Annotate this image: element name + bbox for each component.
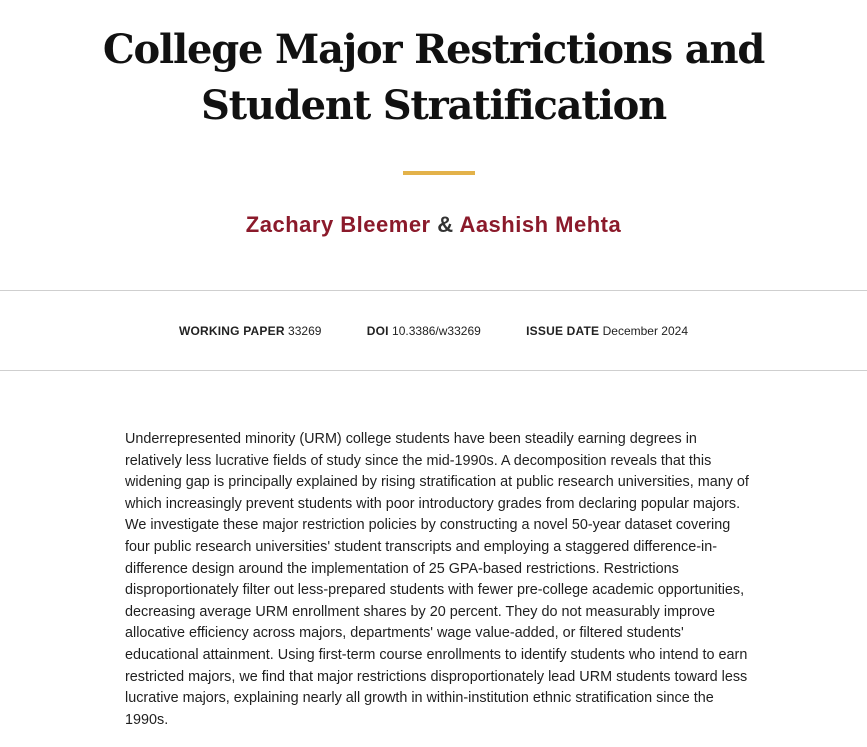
working-paper-meta [179, 324, 321, 338]
author-line [0, 210, 867, 240]
doi-meta [367, 324, 481, 338]
working-paper-label: WORKING PAPER [178, 324, 285, 338]
abstract-text: Underrepresented minority (URM) college students have been steadily earning degrees in relatively less lucrative fields of study since the mid-1990s. A decomposition reveals that this widening gap is principally explained by rising stratification at public research universities, many of which increasingly prevent students with poor introductory grades from declaring popular majors. We investigate these major restriction policies by constructing a novel 50-year dataset covering four public research universities' student transcripts and employing a staggered difference-in-difference design around the implementation of 25 GPA-based restrictions. Restrictions disproportionately filter out less-prepared students with fewer pre-college academic opportunities, decreasing average URM enrollment shares by 20 percent. They do not measurably improve allocative efficiency across majors, departments' wage value-added, or filtered students' educational attainment. Using first-term course enrollments to identify students who intend to earn restricted majors, we find that major restrictions disproportionately lead URM students toward less lucrative majors, explaining nearly all growth in within-institution ethnic stratification since the 1990s. [125, 431, 749, 728]
author-link-1[interactable]: Zachary Bleemer [245, 212, 431, 237]
paper-title: College Major Restrictions and Student Stratification [102, 26, 765, 129]
issue-date-label: ISSUE DATE [526, 324, 600, 338]
paper-metadata-row [0, 324, 867, 338]
issue-date-value: December 2024 [602, 324, 688, 338]
working-paper-number: 33269 [288, 324, 322, 338]
author-separator: & [437, 212, 454, 237]
doi-value[interactable]: 10.3386/w33269 [392, 324, 481, 338]
author-link-2[interactable]: Aashish Mehta [459, 212, 622, 237]
doi-label: DOI [366, 324, 389, 338]
issue-date-meta [526, 324, 688, 338]
title-accent-divider [403, 171, 475, 175]
paper-metadata-band [0, 290, 867, 371]
